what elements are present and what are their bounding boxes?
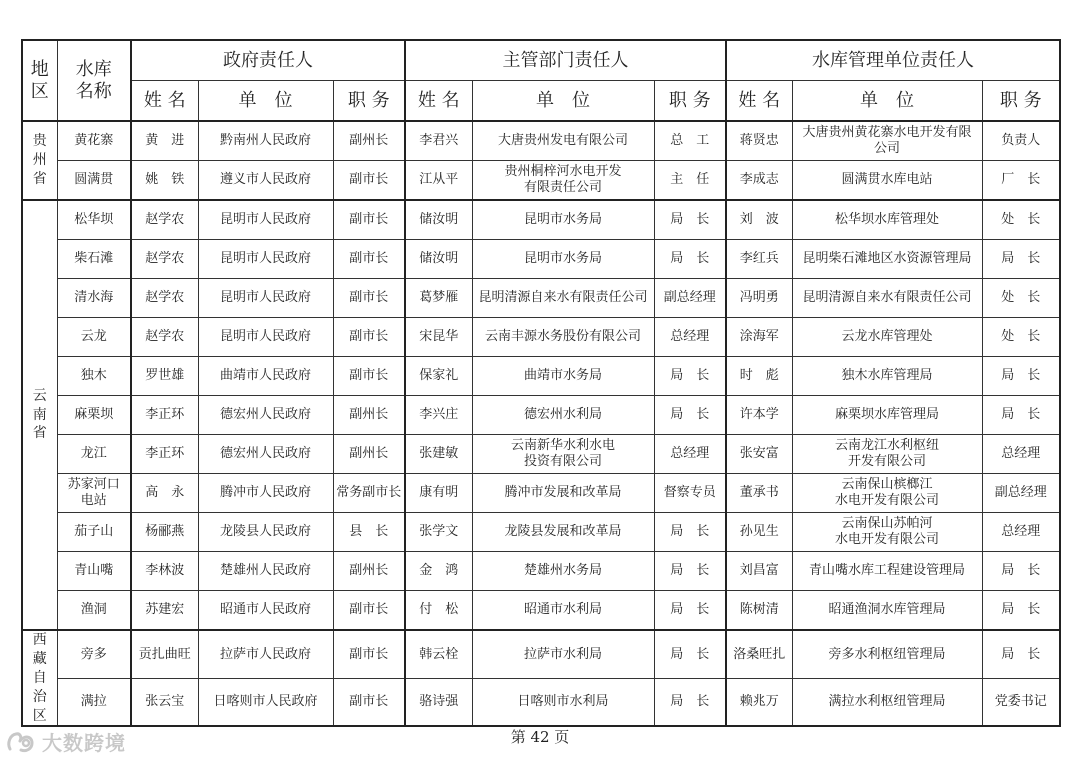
gov-name-cell: 张云宝 bbox=[131, 678, 198, 726]
reservoir-cell: 满拉 bbox=[57, 678, 131, 726]
mgr-unit-cell: 昭通渔洞水库管理局 bbox=[792, 591, 982, 631]
table-row bbox=[22, 552, 1060, 591]
dept-unit-cell: 拉萨市水利局 bbox=[472, 630, 654, 678]
gov-unit-cell: 昆明市人民政府 bbox=[198, 200, 333, 240]
gov-unit-cell: 龙陵县人民政府 bbox=[198, 513, 333, 552]
gov-position-cell: 副市长 bbox=[333, 200, 405, 240]
gov-position-cell: 副州长 bbox=[333, 121, 405, 161]
mgr-name-cell: 张安富 bbox=[726, 435, 792, 474]
dept-name-cell: 付 松 bbox=[405, 591, 472, 631]
mgr-unit-cell: 大唐贵州黄花寨水电开发有限 公司 bbox=[792, 121, 982, 161]
mgr-name-cell: 董承书 bbox=[726, 474, 792, 513]
header-dept-unit: 单 位 bbox=[472, 81, 654, 122]
dept-position-cell: 总 工 bbox=[654, 121, 726, 161]
dept-position-cell: 总经理 bbox=[654, 435, 726, 474]
dept-unit-cell: 云南新华水利水电 投资有限公司 bbox=[472, 435, 654, 474]
header-unit-group: 水库管理单位责任人 bbox=[726, 40, 1060, 81]
mgr-unit-cell: 旁多水利枢纽管理局 bbox=[792, 630, 982, 678]
reservoir-cell: 独木 bbox=[57, 357, 131, 396]
dept-position-cell: 局 长 bbox=[654, 200, 726, 240]
dept-unit-cell: 曲靖市水务局 bbox=[472, 357, 654, 396]
gov-unit-cell: 昆明市人民政府 bbox=[198, 318, 333, 357]
gov-unit-cell: 昆明市人民政府 bbox=[198, 240, 333, 279]
mgr-name-cell: 时 彪 bbox=[726, 357, 792, 396]
gov-position-cell: 副市长 bbox=[333, 630, 405, 678]
reservoir-cell: 青山嘴 bbox=[57, 552, 131, 591]
responsibility-table bbox=[21, 39, 1061, 727]
mgr-position-cell: 局 长 bbox=[982, 396, 1060, 435]
mgr-unit-cell: 昆明清源自来水有限责任公司 bbox=[792, 279, 982, 318]
gov-position-cell: 副市长 bbox=[333, 318, 405, 357]
gov-unit-cell: 遵义市人民政府 bbox=[198, 161, 333, 201]
gov-name-cell: 贡扎曲旺 bbox=[131, 630, 198, 678]
gov-name-cell: 姚 铁 bbox=[131, 161, 198, 201]
reservoir-cell: 黄花寨 bbox=[57, 121, 131, 161]
mgr-unit-cell: 独木水库管理局 bbox=[792, 357, 982, 396]
mgr-name-cell: 蒋贤忠 bbox=[726, 121, 792, 161]
table-row bbox=[22, 396, 1060, 435]
header-mgr-unit: 单 位 bbox=[792, 81, 982, 122]
header-dept-position: 职 务 bbox=[654, 81, 726, 122]
dept-unit-cell: 云南丰源水务股份有限公司 bbox=[472, 318, 654, 357]
region-cell: 云 南 省 bbox=[22, 200, 57, 630]
header-gov-unit: 单 位 bbox=[198, 81, 333, 122]
reservoir-cell: 茄子山 bbox=[57, 513, 131, 552]
dept-unit-cell: 龙陵县发展和改革局 bbox=[472, 513, 654, 552]
gov-position-cell: 副州长 bbox=[333, 552, 405, 591]
gov-unit-cell: 德宏州人民政府 bbox=[198, 435, 333, 474]
mgr-position-cell: 处 长 bbox=[982, 318, 1060, 357]
reservoir-cell: 清水海 bbox=[57, 279, 131, 318]
dept-unit-cell: 贵州桐梓河水电开发 有限责任公司 bbox=[472, 161, 654, 201]
header-row-fields bbox=[22, 81, 1060, 122]
mgr-name-cell: 洛桑旺扎 bbox=[726, 630, 792, 678]
reservoir-cell: 柴石滩 bbox=[57, 240, 131, 279]
gov-unit-cell: 昭通市人民政府 bbox=[198, 591, 333, 631]
dept-position-cell: 督察专员 bbox=[654, 474, 726, 513]
mgr-position-cell: 总经理 bbox=[982, 513, 1060, 552]
gov-position-cell: 副市长 bbox=[333, 279, 405, 318]
dept-position-cell: 局 长 bbox=[654, 552, 726, 591]
mgr-name-cell: 陈树清 bbox=[726, 591, 792, 631]
dept-position-cell: 局 长 bbox=[654, 630, 726, 678]
table-row bbox=[22, 435, 1060, 474]
gov-name-cell: 赵学农 bbox=[131, 200, 198, 240]
table-row bbox=[22, 630, 1060, 678]
dept-name-cell: 储汝明 bbox=[405, 200, 472, 240]
dept-position-cell: 局 长 bbox=[654, 591, 726, 631]
dept-position-cell: 局 长 bbox=[654, 678, 726, 726]
dept-name-cell: 李君兴 bbox=[405, 121, 472, 161]
gov-name-cell: 杨郦燕 bbox=[131, 513, 198, 552]
dept-name-cell: 骆诗强 bbox=[405, 678, 472, 726]
gov-position-cell: 副市长 bbox=[333, 240, 405, 279]
mgr-position-cell: 副总经理 bbox=[982, 474, 1060, 513]
gov-unit-cell: 德宏州人民政府 bbox=[198, 396, 333, 435]
header-gov-name: 姓 名 bbox=[131, 81, 198, 122]
gov-unit-cell: 拉萨市人民政府 bbox=[198, 630, 333, 678]
mgr-name-cell: 李红兵 bbox=[726, 240, 792, 279]
table-row bbox=[22, 121, 1060, 161]
mgr-position-cell: 处 长 bbox=[982, 200, 1060, 240]
gov-name-cell: 赵学农 bbox=[131, 279, 198, 318]
table-body bbox=[22, 121, 1060, 726]
mgr-name-cell: 涂海军 bbox=[726, 318, 792, 357]
reservoir-cell: 旁多 bbox=[57, 630, 131, 678]
dept-name-cell: 康有明 bbox=[405, 474, 472, 513]
page-number: 第 42 页 bbox=[510, 728, 570, 746]
dept-name-cell: 李兴庄 bbox=[405, 396, 472, 435]
dept-name-cell: 宋昆华 bbox=[405, 318, 472, 357]
reservoir-cell: 渔洞 bbox=[57, 591, 131, 631]
dept-name-cell: 张建敏 bbox=[405, 435, 472, 474]
table-row bbox=[22, 318, 1060, 357]
mgr-position-cell: 总经理 bbox=[982, 435, 1060, 474]
mgr-unit-cell: 云南保山槟榔江 水电开发有限公司 bbox=[792, 474, 982, 513]
dept-position-cell: 局 长 bbox=[654, 240, 726, 279]
dept-unit-cell: 德宏州水利局 bbox=[472, 396, 654, 435]
gov-name-cell: 赵学农 bbox=[131, 318, 198, 357]
header-mgr-name: 姓 名 bbox=[726, 81, 792, 122]
dept-name-cell: 葛梦雁 bbox=[405, 279, 472, 318]
mgr-unit-cell: 圆满贯水库电站 bbox=[792, 161, 982, 201]
dept-name-cell: 保家礼 bbox=[405, 357, 472, 396]
mgr-name-cell: 刘 波 bbox=[726, 200, 792, 240]
dept-unit-cell: 昆明清源自来水有限责任公司 bbox=[472, 279, 654, 318]
gov-position-cell: 副市长 bbox=[333, 591, 405, 631]
gov-name-cell: 李林波 bbox=[131, 552, 198, 591]
gov-position-cell: 副市长 bbox=[333, 678, 405, 726]
gov-unit-cell: 曲靖市人民政府 bbox=[198, 357, 333, 396]
table-row bbox=[22, 591, 1060, 631]
gov-position-cell: 副市长 bbox=[333, 357, 405, 396]
watermark-logo-icon bbox=[6, 729, 36, 755]
mgr-position-cell: 局 长 bbox=[982, 552, 1060, 591]
mgr-position-cell: 局 长 bbox=[982, 357, 1060, 396]
region-cell: 贵 州 省 bbox=[22, 121, 57, 200]
gov-unit-cell: 腾冲市人民政府 bbox=[198, 474, 333, 513]
gov-name-cell: 赵学农 bbox=[131, 240, 198, 279]
reservoir-cell: 圆满贯 bbox=[57, 161, 131, 201]
dept-position-cell: 副总经理 bbox=[654, 279, 726, 318]
mgr-unit-cell: 松华坝水库管理处 bbox=[792, 200, 982, 240]
mgr-position-cell: 处 长 bbox=[982, 279, 1060, 318]
mgr-position-cell: 局 长 bbox=[982, 591, 1060, 631]
header-gov-group: 政府责任人 bbox=[131, 40, 405, 81]
table-row bbox=[22, 161, 1060, 201]
mgr-unit-cell: 麻栗坝水库管理局 bbox=[792, 396, 982, 435]
table-row bbox=[22, 240, 1060, 279]
dept-position-cell: 局 长 bbox=[654, 396, 726, 435]
mgr-position-cell: 负责人 bbox=[982, 121, 1060, 161]
reservoir-cell: 松华坝 bbox=[57, 200, 131, 240]
mgr-unit-cell: 云南保山苏帕河 水电开发有限公司 bbox=[792, 513, 982, 552]
header-reservoir: 水库 名称 bbox=[57, 40, 131, 121]
dept-unit-cell: 昆明市水务局 bbox=[472, 200, 654, 240]
dept-name-cell: 韩云栓 bbox=[405, 630, 472, 678]
gov-name-cell: 高 永 bbox=[131, 474, 198, 513]
dept-position-cell: 总经理 bbox=[654, 318, 726, 357]
mgr-unit-cell: 满拉水利枢纽管理局 bbox=[792, 678, 982, 726]
table-row bbox=[22, 357, 1060, 396]
gov-name-cell: 黄 进 bbox=[131, 121, 198, 161]
gov-position-cell: 副州长 bbox=[333, 396, 405, 435]
dept-position-cell: 局 长 bbox=[654, 513, 726, 552]
dept-name-cell: 江从平 bbox=[405, 161, 472, 201]
mgr-position-cell: 党委书记 bbox=[982, 678, 1060, 726]
mgr-name-cell: 冯明勇 bbox=[726, 279, 792, 318]
table-row bbox=[22, 513, 1060, 552]
watermark bbox=[6, 727, 126, 756]
header-region: 地 区 bbox=[22, 40, 57, 121]
mgr-position-cell: 局 长 bbox=[982, 240, 1060, 279]
gov-position-cell: 常务副市长 bbox=[333, 474, 405, 513]
dept-unit-cell: 腾冲市发展和改革局 bbox=[472, 474, 654, 513]
reservoir-cell: 苏家河口 电站 bbox=[57, 474, 131, 513]
dept-name-cell: 张学文 bbox=[405, 513, 472, 552]
dept-unit-cell: 大唐贵州发电有限公司 bbox=[472, 121, 654, 161]
reservoir-cell: 麻栗坝 bbox=[57, 396, 131, 435]
mgr-unit-cell: 云南龙江水利枢纽 开发有限公司 bbox=[792, 435, 982, 474]
gov-unit-cell: 黔南州人民政府 bbox=[198, 121, 333, 161]
dept-name-cell: 储汝明 bbox=[405, 240, 472, 279]
dept-position-cell: 局 长 bbox=[654, 357, 726, 396]
mgr-unit-cell: 青山嘴水库工程建设管理局 bbox=[792, 552, 982, 591]
mgr-name-cell: 刘昌富 bbox=[726, 552, 792, 591]
table-row bbox=[22, 474, 1060, 513]
table-row bbox=[22, 678, 1060, 726]
header-row-groups bbox=[22, 40, 1060, 81]
mgr-position-cell: 厂 长 bbox=[982, 161, 1060, 201]
mgr-unit-cell: 昆明柴石滩地区水资源管理局 bbox=[792, 240, 982, 279]
mgr-name-cell: 孙见生 bbox=[726, 513, 792, 552]
table-row bbox=[22, 279, 1060, 318]
header-dept-name: 姓 名 bbox=[405, 81, 472, 122]
dept-unit-cell: 昆明市水务局 bbox=[472, 240, 654, 279]
reservoir-cell: 龙江 bbox=[57, 435, 131, 474]
mgr-position-cell: 局 长 bbox=[982, 630, 1060, 678]
table-row bbox=[22, 200, 1060, 240]
dept-unit-cell: 日喀则市水利局 bbox=[472, 678, 654, 726]
gov-unit-cell: 楚雄州人民政府 bbox=[198, 552, 333, 591]
dept-unit-cell: 楚雄州水务局 bbox=[472, 552, 654, 591]
dept-position-cell: 主 任 bbox=[654, 161, 726, 201]
gov-unit-cell: 昆明市人民政府 bbox=[198, 279, 333, 318]
gov-name-cell: 罗世雄 bbox=[131, 357, 198, 396]
mgr-name-cell: 许本学 bbox=[726, 396, 792, 435]
mgr-name-cell: 赖兆万 bbox=[726, 678, 792, 726]
header-dept-group: 主管部门责任人 bbox=[405, 40, 726, 81]
watermark-text: 大数跨境 bbox=[42, 731, 126, 755]
mgr-name-cell: 李成志 bbox=[726, 161, 792, 201]
mgr-unit-cell: 云龙水库管理处 bbox=[792, 318, 982, 357]
gov-position-cell: 副市长 bbox=[333, 161, 405, 201]
header-gov-position: 职 务 bbox=[333, 81, 405, 122]
dept-unit-cell: 昭通市水利局 bbox=[472, 591, 654, 631]
dept-name-cell: 金 鸿 bbox=[405, 552, 472, 591]
gov-unit-cell: 日喀则市人民政府 bbox=[198, 678, 333, 726]
gov-name-cell: 李正环 bbox=[131, 396, 198, 435]
region-cell: 西藏 自治 区 bbox=[22, 630, 57, 726]
gov-position-cell: 副州长 bbox=[333, 435, 405, 474]
header-mgr-position: 职 务 bbox=[982, 81, 1060, 122]
gov-position-cell: 县 长 bbox=[333, 513, 405, 552]
reservoir-cell: 云龙 bbox=[57, 318, 131, 357]
gov-name-cell: 李正环 bbox=[131, 435, 198, 474]
gov-name-cell: 苏建宏 bbox=[131, 591, 198, 631]
